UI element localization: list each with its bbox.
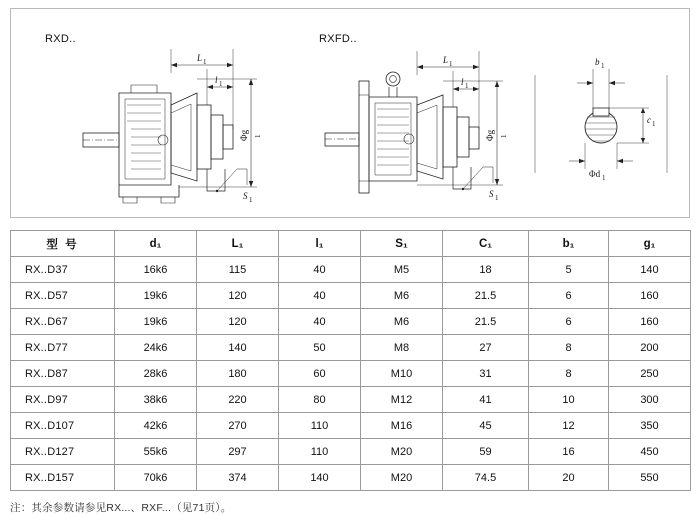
- table-row: [11, 361, 691, 387]
- cell-b1: 6: [529, 283, 609, 309]
- cell-C1: 21.5: [443, 309, 529, 335]
- cell-model: RX..D67: [11, 309, 115, 335]
- column-header-model: 型 号: [11, 231, 115, 257]
- dim-S1-rxfd: S: [489, 189, 494, 199]
- cell-b1: 5: [529, 257, 609, 283]
- figure-label-rxd: RXD..: [45, 33, 76, 45]
- cell-g1: 140: [609, 257, 691, 283]
- cell-l1: 140: [279, 465, 361, 491]
- figure-key-section: [521, 9, 700, 217]
- column-header-d1: d₁: [115, 231, 197, 257]
- cell-g1: 450: [609, 439, 691, 465]
- table-row: [11, 413, 691, 439]
- cell-S1: M8: [361, 335, 443, 361]
- figure-rxd: [11, 9, 281, 217]
- dim-phi-g1-rxd: Φg: [239, 129, 249, 141]
- cell-b1: 16: [529, 439, 609, 465]
- dim-b1-key: b: [595, 57, 600, 67]
- cell-l1: 80: [279, 387, 361, 413]
- cell-d1: 28k6: [115, 361, 197, 387]
- table-row: [11, 257, 691, 283]
- cell-g1: 160: [609, 283, 691, 309]
- column-header-S1: S₁: [361, 231, 443, 257]
- cell-l1: 40: [279, 309, 361, 335]
- cell-S1: M12: [361, 387, 443, 413]
- cell-d1: 24k6: [115, 335, 197, 361]
- dim-phi-d1-key: Φd: [589, 169, 601, 179]
- cell-b1: 6: [529, 309, 609, 335]
- cell-b1: 8: [529, 335, 609, 361]
- cell-d1: 16k6: [115, 257, 197, 283]
- cell-S1: M20: [361, 439, 443, 465]
- cell-g1: 300: [609, 387, 691, 413]
- cell-C1: 31: [443, 361, 529, 387]
- cell-l1: 40: [279, 257, 361, 283]
- cell-L1: 374: [197, 465, 279, 491]
- cell-d1: 19k6: [115, 283, 197, 309]
- cell-model: RX..D157: [11, 465, 115, 491]
- spec-table: [10, 230, 691, 491]
- svg-text:1: 1: [500, 134, 508, 138]
- cell-L1: 297: [197, 439, 279, 465]
- dim-phi-g1-rxfd: Φg: [485, 129, 495, 141]
- cell-b1: 10: [529, 387, 609, 413]
- spec-table-wrap: [10, 230, 690, 515]
- cell-S1: M16: [361, 413, 443, 439]
- dim-L1-rxfd: L: [443, 55, 449, 65]
- cell-S1: M6: [361, 309, 443, 335]
- cell-S1: M10: [361, 361, 443, 387]
- cell-L1: 120: [197, 283, 279, 309]
- cell-g1: 250: [609, 361, 691, 387]
- table-row: [11, 283, 691, 309]
- table-row: [11, 335, 691, 361]
- cell-model: RX..D97: [11, 387, 115, 413]
- figure-label-rxfd: RXFD..: [319, 33, 357, 45]
- cell-g1: 550: [609, 465, 691, 491]
- svg-text:1: 1: [602, 174, 606, 182]
- cell-l1: 50: [279, 335, 361, 361]
- cell-g1: 160: [609, 309, 691, 335]
- svg-text:1: 1: [495, 194, 499, 202]
- column-header-g1: g₁: [609, 231, 691, 257]
- cell-g1: 200: [609, 335, 691, 361]
- table-body: [11, 257, 691, 491]
- cell-g1: 350: [609, 413, 691, 439]
- svg-text:1: 1: [203, 58, 207, 66]
- drawing-panel: [10, 8, 690, 218]
- cell-l1: 40: [279, 283, 361, 309]
- dim-L1-rxd: L: [197, 53, 203, 63]
- figure-rxfd: [297, 9, 537, 217]
- cell-model: RX..D37: [11, 257, 115, 283]
- svg-text:1: 1: [465, 82, 469, 90]
- dim-S1-rxd: S: [243, 191, 248, 201]
- cell-C1: 45: [443, 413, 529, 439]
- column-header-L1: L₁: [197, 231, 279, 257]
- cell-C1: 74.5: [443, 465, 529, 491]
- cell-L1: 120: [197, 309, 279, 335]
- cell-C1: 18: [443, 257, 529, 283]
- table-row: [11, 309, 691, 335]
- cell-L1: 220: [197, 387, 279, 413]
- svg-text:1: 1: [219, 80, 223, 88]
- cell-model: RX..D107: [11, 413, 115, 439]
- cell-L1: 180: [197, 361, 279, 387]
- cell-d1: 55k6: [115, 439, 197, 465]
- svg-text:1: 1: [254, 134, 262, 138]
- svg-text:1: 1: [652, 120, 656, 128]
- svg-text:1: 1: [449, 60, 453, 68]
- cell-C1: 27: [443, 335, 529, 361]
- dim-c1-key: c: [647, 115, 651, 125]
- svg-text:1: 1: [601, 62, 605, 70]
- cell-d1: 42k6: [115, 413, 197, 439]
- cell-L1: 115: [197, 257, 279, 283]
- cell-model: RX..D87: [11, 361, 115, 387]
- cell-d1: 70k6: [115, 465, 197, 491]
- cell-model: RX..D77: [11, 335, 115, 361]
- table-row: [11, 465, 691, 491]
- table-row: [11, 439, 691, 465]
- svg-text:1: 1: [249, 196, 253, 204]
- cell-C1: 59: [443, 439, 529, 465]
- cell-S1: M20: [361, 465, 443, 491]
- cell-model: RX..D57: [11, 283, 115, 309]
- table-row: [11, 387, 691, 413]
- cell-b1: 20: [529, 465, 609, 491]
- cell-b1: 8: [529, 361, 609, 387]
- cell-L1: 270: [197, 413, 279, 439]
- cell-b1: 12: [529, 413, 609, 439]
- column-header-b1: b₁: [529, 231, 609, 257]
- dim-l1-rxd: l: [215, 75, 218, 85]
- table-header-row: [11, 231, 691, 257]
- column-header-l1: l₁: [279, 231, 361, 257]
- column-header-C1: C₁: [443, 231, 529, 257]
- cell-l1: 110: [279, 413, 361, 439]
- cell-l1: 60: [279, 361, 361, 387]
- cell-C1: 41: [443, 387, 529, 413]
- dim-l1-rxfd: l: [461, 77, 464, 87]
- table-note: 注：其余参数请参见RX...、RXF...（见71页）。: [10, 502, 232, 514]
- cell-d1: 19k6: [115, 309, 197, 335]
- cell-model: RX..D127: [11, 439, 115, 465]
- cell-S1: M6: [361, 283, 443, 309]
- cell-S1: M5: [361, 257, 443, 283]
- cell-C1: 21.5: [443, 283, 529, 309]
- cell-d1: 38k6: [115, 387, 197, 413]
- cell-L1: 140: [197, 335, 279, 361]
- cell-l1: 110: [279, 439, 361, 465]
